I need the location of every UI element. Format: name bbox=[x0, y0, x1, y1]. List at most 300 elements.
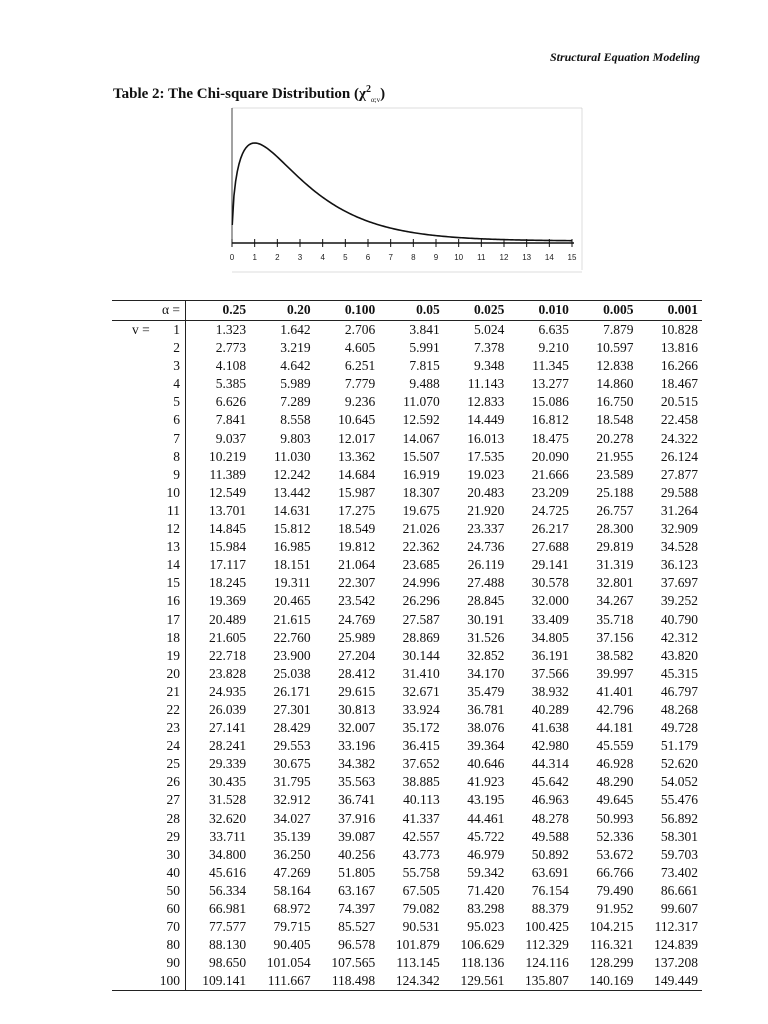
critical-value-cell: 22.307 bbox=[338, 575, 376, 591]
critical-value-cell: 26.039 bbox=[208, 701, 247, 717]
df-cell: 8 bbox=[112, 448, 186, 466]
critical-value-cell: 128.299 bbox=[589, 955, 634, 971]
table-row bbox=[112, 936, 702, 954]
table-row bbox=[112, 791, 702, 809]
critical-value-cell: 12.549 bbox=[208, 484, 247, 500]
critical-value-cell: 43.773 bbox=[402, 846, 440, 862]
critical-value-cell: 5.024 bbox=[473, 322, 505, 337]
v-label: v = bbox=[132, 322, 150, 337]
critical-value-cell: 58.301 bbox=[660, 828, 698, 844]
critical-value-cell: 55.758 bbox=[402, 864, 440, 880]
df-cell: 80 bbox=[112, 936, 186, 954]
critical-value-cell: 11.389 bbox=[209, 466, 247, 482]
critical-value-cell: 13.442 bbox=[273, 484, 311, 500]
critical-value-cell: 107.565 bbox=[331, 955, 376, 971]
critical-value-cell: 37.697 bbox=[660, 575, 698, 591]
critical-value-cell: 51.179 bbox=[660, 738, 698, 754]
critical-value-cell: 51.805 bbox=[338, 864, 376, 880]
critical-value-cell: 14.449 bbox=[467, 412, 505, 428]
critical-value-cell: 24.725 bbox=[531, 502, 569, 518]
critical-value-cell: 28.412 bbox=[338, 665, 376, 681]
critical-value-cell: 52.620 bbox=[660, 756, 698, 772]
table-row bbox=[112, 918, 702, 936]
critical-value-cell: 129.561 bbox=[444, 972, 509, 991]
critical-value-cell: 116.321 bbox=[590, 937, 634, 953]
chi-square-table-container bbox=[112, 300, 702, 991]
critical-value-cell: 59.342 bbox=[467, 864, 505, 880]
critical-value-cell: 21.605 bbox=[208, 629, 247, 645]
df-cell: 22 bbox=[112, 701, 186, 719]
x-tick-label: 4 bbox=[320, 253, 325, 262]
df-cell: 25 bbox=[112, 755, 186, 773]
critical-value-cell: 26.171 bbox=[273, 683, 311, 699]
table-row bbox=[112, 665, 702, 683]
df-cell: 3 bbox=[112, 357, 186, 375]
critical-value-cell: 28.241 bbox=[208, 738, 247, 754]
table-row bbox=[112, 538, 702, 556]
x-tick-label: 8 bbox=[411, 253, 416, 262]
title-close: ) bbox=[380, 86, 386, 102]
critical-value-cell: 35.479 bbox=[467, 683, 505, 699]
critical-value-cell: 12.017 bbox=[338, 430, 376, 446]
critical-value-cell: 5.385 bbox=[215, 376, 247, 392]
critical-value-cell: 19.369 bbox=[208, 593, 247, 609]
critical-value-cell: 137.208 bbox=[654, 955, 698, 971]
table-row bbox=[112, 393, 702, 411]
critical-value-cell: 36.415 bbox=[402, 738, 440, 754]
x-tick-label: 14 bbox=[544, 253, 554, 262]
critical-value-cell: 27.204 bbox=[338, 647, 376, 663]
alpha-header: 0.100 bbox=[315, 301, 380, 321]
chi-square-density-figure bbox=[222, 105, 590, 275]
critical-value-cell: 23.589 bbox=[596, 466, 634, 482]
critical-value-cell: 20.465 bbox=[273, 593, 311, 609]
x-tick-label: 6 bbox=[365, 253, 371, 262]
critical-value-cell: 29.339 bbox=[208, 756, 247, 772]
critical-value-cell: 14.067 bbox=[402, 430, 440, 446]
df-cell: 28 bbox=[112, 810, 186, 828]
critical-value-cell: 2.706 bbox=[344, 322, 376, 337]
critical-value-cell: 77.577 bbox=[208, 919, 247, 935]
critical-value-cell: 42.312 bbox=[660, 629, 698, 645]
critical-value-cell: 46.928 bbox=[596, 756, 634, 772]
critical-value-cell: 18.245 bbox=[208, 575, 247, 591]
critical-value-cell: 79.715 bbox=[273, 919, 311, 935]
critical-value-cell: 6.251 bbox=[344, 358, 376, 374]
critical-value-cell: 46.797 bbox=[660, 683, 698, 699]
critical-value-cell: 17.275 bbox=[338, 502, 376, 518]
df-cell: 11 bbox=[112, 502, 186, 520]
critical-value-cell: 31.526 bbox=[467, 629, 505, 645]
critical-value-cell: 23.685 bbox=[402, 557, 440, 573]
critical-value-cell: 66.981 bbox=[208, 901, 247, 916]
critical-value-cell: 86.661 bbox=[660, 882, 698, 898]
critical-value-cell: 27.688 bbox=[531, 539, 569, 555]
df-cell: 2 bbox=[112, 339, 186, 357]
table-row bbox=[112, 755, 702, 773]
critical-value-cell: 4.642 bbox=[280, 358, 311, 374]
critical-value-cell: 45.642 bbox=[531, 774, 569, 790]
critical-value-cell: 46.963 bbox=[531, 792, 569, 808]
x-tick-label: 10 bbox=[454, 253, 464, 262]
critical-value-cell: 30.435 bbox=[208, 774, 247, 790]
critical-value-cell: 20.489 bbox=[208, 611, 247, 627]
x-tick-label: 9 bbox=[433, 253, 439, 262]
table-row bbox=[112, 448, 702, 466]
critical-value-cell: 9.803 bbox=[280, 430, 311, 446]
critical-value-cell: 24.736 bbox=[467, 539, 505, 555]
critical-value-cell: 7.841 bbox=[215, 412, 247, 428]
df-cell: 27 bbox=[112, 791, 186, 809]
alpha-label: α = bbox=[112, 301, 186, 321]
critical-value-cell: 50.892 bbox=[531, 846, 569, 862]
critical-value-cell: 6.626 bbox=[215, 394, 247, 410]
table-row bbox=[112, 592, 702, 610]
df-cell: 4 bbox=[112, 375, 186, 393]
critical-value-cell: 10.645 bbox=[338, 412, 376, 428]
table-row bbox=[112, 502, 702, 520]
critical-value-cell: 109.141 bbox=[186, 972, 251, 991]
critical-value-cell: 7.879 bbox=[603, 322, 634, 337]
critical-value-cell: 13.701 bbox=[208, 502, 247, 518]
critical-value-cell: 28.845 bbox=[467, 593, 505, 609]
critical-value-cell: 15.987 bbox=[338, 484, 376, 500]
df-cell: 24 bbox=[112, 737, 186, 755]
df-cell: 50 bbox=[112, 882, 186, 900]
critical-value-cell: 15.086 bbox=[531, 394, 569, 410]
table-row bbox=[112, 611, 702, 629]
critical-value-cell: 10.828 bbox=[660, 322, 698, 337]
critical-value-cell: 19.812 bbox=[338, 539, 376, 555]
critical-value-cell: 22.458 bbox=[660, 412, 698, 428]
density-curve bbox=[232, 143, 572, 241]
critical-value-cell: 49.645 bbox=[596, 792, 634, 808]
critical-value-cell: 52.336 bbox=[596, 828, 634, 844]
critical-value-cell: 34.528 bbox=[660, 539, 698, 555]
critical-value-cell: 79.082 bbox=[402, 901, 440, 916]
alpha-header: 0.20 bbox=[250, 301, 315, 321]
critical-value-cell: 10.597 bbox=[596, 340, 634, 356]
table-row bbox=[112, 556, 702, 574]
critical-value-cell: 3.841 bbox=[409, 322, 440, 337]
df-cell: 5 bbox=[112, 393, 186, 411]
df-cell: 10 bbox=[112, 484, 186, 502]
critical-value-cell: 1.323 bbox=[215, 322, 247, 337]
critical-value-cell: 40.256 bbox=[338, 846, 376, 862]
critical-value-cell: 25.989 bbox=[338, 629, 376, 645]
critical-value-cell: 21.920 bbox=[467, 502, 505, 518]
critical-value-cell: 39.364 bbox=[467, 738, 505, 754]
critical-value-cell: 27.488 bbox=[467, 575, 505, 591]
critical-value-cell: 20.090 bbox=[531, 448, 569, 464]
critical-value-cell: 34.382 bbox=[338, 756, 376, 772]
critical-value-cell: 22.362 bbox=[402, 539, 440, 555]
critical-value-cell: 26.757 bbox=[596, 502, 634, 518]
critical-value-cell: 11.070 bbox=[403, 394, 440, 410]
df-cell: 90 bbox=[112, 954, 186, 972]
critical-value-cell: 41.638 bbox=[531, 720, 569, 736]
table-row bbox=[112, 430, 702, 448]
table-row bbox=[112, 357, 702, 375]
critical-value-cell: 39.087 bbox=[338, 828, 376, 844]
table-row bbox=[112, 629, 702, 647]
critical-value-cell: 38.885 bbox=[402, 774, 440, 790]
critical-value-cell: 37.566 bbox=[531, 665, 569, 681]
critical-value-cell: 7.378 bbox=[473, 340, 505, 356]
critical-value-cell: 30.191 bbox=[467, 611, 505, 627]
critical-value-cell: 29.141 bbox=[531, 557, 569, 573]
critical-value-cell: 34.027 bbox=[273, 810, 311, 826]
table-row bbox=[112, 466, 702, 484]
critical-value-cell: 21.666 bbox=[531, 466, 569, 482]
critical-value-cell: 21.026 bbox=[402, 521, 440, 537]
critical-value-cell: 33.196 bbox=[338, 738, 376, 754]
x-tick-label: 11 bbox=[477, 253, 486, 262]
critical-value-cell: 15.984 bbox=[208, 539, 247, 555]
critical-value-cell: 13.816 bbox=[660, 340, 698, 356]
table-row bbox=[112, 411, 702, 429]
critical-value-cell: 8.558 bbox=[280, 412, 311, 428]
critical-value-cell: 18.307 bbox=[402, 484, 440, 500]
table-row bbox=[112, 701, 702, 719]
critical-value-cell: 9.236 bbox=[344, 394, 376, 410]
df-cell: 60 bbox=[112, 900, 186, 918]
table-row bbox=[112, 900, 702, 918]
critical-value-cell: 16.013 bbox=[467, 430, 505, 446]
critical-value-cell: 41.401 bbox=[596, 683, 634, 699]
df-cell: 6 bbox=[112, 411, 186, 429]
critical-value-cell: 47.269 bbox=[273, 864, 311, 880]
critical-value-cell: 49.588 bbox=[531, 828, 569, 844]
critical-value-cell: 39.997 bbox=[596, 665, 634, 681]
critical-value-cell: 14.631 bbox=[273, 502, 311, 518]
critical-value-cell: 29.553 bbox=[273, 738, 311, 754]
critical-value-cell: 42.980 bbox=[531, 738, 569, 754]
critical-value-cell: 140.169 bbox=[573, 972, 638, 991]
critical-value-cell: 24.996 bbox=[402, 575, 440, 591]
critical-value-cell: 74.397 bbox=[338, 901, 376, 916]
alpha-header-row bbox=[112, 301, 702, 321]
critical-value-cell: 54.052 bbox=[660, 774, 698, 790]
critical-value-cell: 14.684 bbox=[338, 466, 376, 482]
critical-value-cell: 37.156 bbox=[596, 629, 634, 645]
table-row bbox=[112, 574, 702, 592]
df-cell: 26 bbox=[112, 773, 186, 791]
critical-value-cell: 43.195 bbox=[467, 792, 505, 808]
critical-value-cell: 36.191 bbox=[531, 647, 569, 663]
table-row bbox=[112, 321, 702, 340]
critical-value-cell: 63.691 bbox=[531, 864, 569, 880]
critical-value-cell: 118.498 bbox=[315, 972, 380, 991]
critical-value-cell: 112.329 bbox=[525, 937, 569, 953]
critical-value-cell: 16.266 bbox=[660, 358, 698, 374]
critical-value-cell: 99.607 bbox=[660, 901, 698, 916]
critical-value-cell: 21.955 bbox=[596, 448, 634, 464]
critical-value-cell: 36.781 bbox=[467, 701, 505, 717]
critical-value-cell: 33.924 bbox=[402, 701, 440, 717]
critical-value-cell: 7.289 bbox=[280, 394, 311, 410]
critical-value-cell: 7.779 bbox=[344, 376, 376, 392]
critical-value-cell: 85.527 bbox=[338, 919, 376, 935]
running-header: Structural Equation Modeling bbox=[549, 50, 700, 64]
critical-value-cell: 7.815 bbox=[409, 358, 440, 374]
critical-value-cell: 23.209 bbox=[531, 484, 569, 500]
critical-value-cell: 45.315 bbox=[660, 665, 698, 681]
critical-value-cell: 9.210 bbox=[538, 340, 569, 356]
critical-value-cell: 101.879 bbox=[395, 937, 440, 953]
critical-value-cell: 49.728 bbox=[660, 720, 698, 736]
df-cell: 17 bbox=[112, 611, 186, 629]
x-tick-label: 0 bbox=[229, 253, 235, 262]
critical-value-cell: 79.490 bbox=[596, 882, 634, 898]
critical-value-cell: 104.215 bbox=[589, 919, 634, 935]
table-title bbox=[113, 84, 385, 104]
critical-value-cell: 42.796 bbox=[596, 701, 634, 717]
critical-value-cell: 44.181 bbox=[596, 720, 634, 736]
critical-value-cell: 26.296 bbox=[402, 593, 440, 609]
critical-value-cell: 98.650 bbox=[208, 955, 247, 971]
critical-value-cell: 53.672 bbox=[596, 846, 634, 862]
critical-value-cell: 95.023 bbox=[467, 919, 505, 935]
critical-value-cell: 43.820 bbox=[660, 647, 698, 663]
critical-value-cell: 32.852 bbox=[467, 647, 505, 663]
critical-value-cell: 10.219 bbox=[208, 448, 247, 464]
df-cell: 7 bbox=[112, 430, 186, 448]
critical-value-cell: 33.711 bbox=[209, 828, 247, 844]
critical-value-cell: 67.505 bbox=[402, 882, 440, 898]
table-row bbox=[112, 737, 702, 755]
critical-value-cell: 40.289 bbox=[531, 701, 569, 717]
density-plot bbox=[222, 105, 590, 275]
table-row bbox=[112, 683, 702, 701]
critical-value-cell: 76.154 bbox=[531, 882, 569, 898]
critical-value-cell: 124.116 bbox=[525, 955, 569, 971]
critical-value-cell: 19.311 bbox=[274, 575, 311, 591]
alpha-header: 0.05 bbox=[379, 301, 444, 321]
critical-value-cell: 37.652 bbox=[402, 756, 440, 772]
critical-value-cell: 34.170 bbox=[467, 665, 505, 681]
critical-value-cell: 38.076 bbox=[467, 720, 505, 736]
critical-value-cell: 44.461 bbox=[467, 810, 505, 826]
table-row bbox=[112, 520, 702, 538]
critical-value-cell: 71.420 bbox=[467, 882, 505, 898]
df-cell: 15 bbox=[112, 574, 186, 592]
critical-value-cell: 20.515 bbox=[660, 394, 698, 410]
critical-value-cell: 35.563 bbox=[338, 774, 376, 790]
critical-value-cell: 36.741 bbox=[338, 792, 376, 808]
critical-value-cell: 83.298 bbox=[467, 901, 505, 916]
critical-value-cell: 48.290 bbox=[596, 774, 634, 790]
critical-value-cell: 21.615 bbox=[273, 611, 311, 627]
critical-value-cell: 4.605 bbox=[344, 340, 376, 356]
critical-value-cell: 18.467 bbox=[660, 376, 698, 392]
critical-value-cell: 32.909 bbox=[660, 521, 698, 537]
critical-value-cell: 27.301 bbox=[273, 701, 311, 717]
table-row bbox=[112, 810, 702, 828]
df-cell: 12 bbox=[112, 520, 186, 538]
critical-value-cell: 35.139 bbox=[273, 828, 311, 844]
critical-value-cell: 11.030 bbox=[274, 448, 311, 464]
critical-value-cell: 56.334 bbox=[208, 882, 247, 898]
critical-value-cell: 28.300 bbox=[596, 521, 634, 537]
critical-value-cell: 12.592 bbox=[402, 412, 440, 428]
critical-value-cell: 9.488 bbox=[409, 376, 440, 392]
df-cell: 100 bbox=[112, 972, 186, 991]
critical-value-cell: 113.145 bbox=[396, 955, 440, 971]
critical-value-cell: 16.812 bbox=[531, 412, 569, 428]
critical-value-cell: 16.919 bbox=[402, 466, 440, 482]
table-row bbox=[112, 375, 702, 393]
critical-value-cell: 18.151 bbox=[273, 557, 311, 573]
critical-value-cell: 5.991 bbox=[409, 340, 440, 356]
critical-value-cell: 32.620 bbox=[208, 810, 247, 826]
critical-value-cell: 31.528 bbox=[208, 792, 247, 808]
critical-value-cell: 27.141 bbox=[208, 720, 247, 736]
critical-value-cell: 24.935 bbox=[208, 683, 247, 699]
critical-value-cell: 5.989 bbox=[280, 376, 311, 392]
critical-value-cell: 18.549 bbox=[338, 521, 376, 537]
critical-value-cell: 35.172 bbox=[402, 720, 440, 736]
table-row bbox=[112, 972, 702, 991]
critical-value-cell: 96.578 bbox=[338, 937, 376, 953]
critical-value-cell: 28.869 bbox=[402, 629, 440, 645]
critical-value-cell: 25.038 bbox=[273, 665, 311, 681]
critical-value-cell: 12.242 bbox=[273, 466, 311, 482]
critical-value-cell: 20.278 bbox=[596, 430, 634, 446]
df-cell: 29 bbox=[112, 828, 186, 846]
df-cell: 13 bbox=[112, 538, 186, 556]
critical-value-cell: 118.136 bbox=[460, 955, 505, 971]
critical-value-cell: 124.342 bbox=[379, 972, 444, 991]
critical-value-cell: 15.812 bbox=[273, 521, 311, 537]
critical-value-cell: 23.337 bbox=[467, 521, 505, 537]
df-cell: 21 bbox=[112, 683, 186, 701]
critical-value-cell: 19.023 bbox=[467, 466, 505, 482]
df-cell: 23 bbox=[112, 719, 186, 737]
critical-value-cell: 124.839 bbox=[654, 937, 698, 953]
critical-value-cell: 40.646 bbox=[467, 756, 505, 772]
df-cell: 18 bbox=[112, 629, 186, 647]
critical-value-cell: 37.916 bbox=[338, 810, 376, 826]
critical-value-cell: 42.557 bbox=[402, 828, 440, 844]
critical-value-cell: 50.993 bbox=[596, 810, 634, 826]
critical-value-cell: 31.795 bbox=[273, 774, 311, 790]
critical-value-cell: 14.860 bbox=[596, 376, 634, 392]
critical-value-cell: 4.108 bbox=[215, 358, 247, 374]
table-row bbox=[112, 954, 702, 972]
critical-value-cell: 26.119 bbox=[467, 557, 505, 573]
critical-value-cell: 28.429 bbox=[273, 720, 311, 736]
critical-value-cell: 22.718 bbox=[208, 647, 247, 663]
critical-value-cell: 30.144 bbox=[402, 647, 440, 663]
critical-value-cell: 11.345 bbox=[532, 358, 569, 374]
critical-value-cell: 55.476 bbox=[660, 792, 698, 808]
critical-value-cell: 48.278 bbox=[531, 810, 569, 826]
df-cell: 40 bbox=[112, 864, 186, 882]
critical-value-cell: 27.587 bbox=[402, 611, 440, 627]
x-tick-label: 2 bbox=[275, 253, 280, 262]
critical-value-cell: 18.475 bbox=[531, 430, 569, 446]
table-title-text: Table 2: The Chi-square Distribution (χ bbox=[113, 86, 366, 102]
critical-value-cell: 48.268 bbox=[660, 701, 698, 717]
alpha-header: 0.001 bbox=[637, 301, 702, 321]
critical-value-cell: 40.790 bbox=[660, 611, 698, 627]
chi-square-table bbox=[112, 300, 702, 991]
critical-value-cell: 33.409 bbox=[531, 611, 569, 627]
critical-value-cell: 41.923 bbox=[467, 774, 505, 790]
critical-value-cell: 149.449 bbox=[637, 972, 702, 991]
critical-value-cell: 23.828 bbox=[208, 665, 247, 681]
